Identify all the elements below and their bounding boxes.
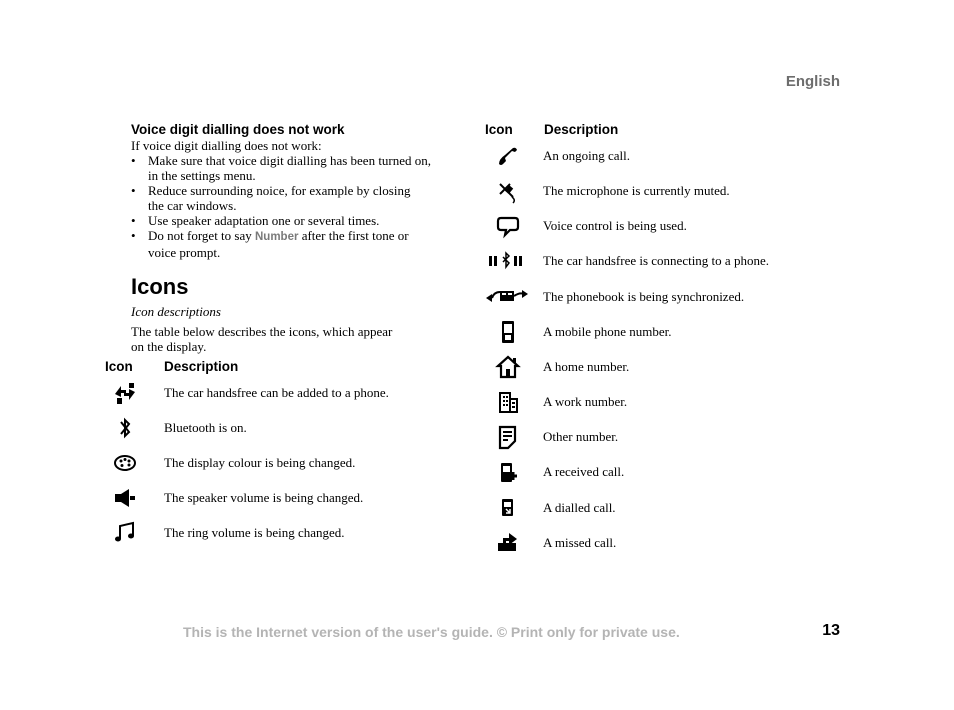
row-description: A mobile phone number.: [543, 324, 672, 339]
language-label: English: [785, 73, 840, 90]
work-number-icon: [495, 389, 525, 415]
row-description: The car handsfree is connecting to a phone.: [543, 253, 769, 268]
row-description: The microphone is currently muted.: [543, 183, 730, 198]
table-row: [488, 248, 838, 278]
table-row: [495, 494, 835, 524]
table-row: [495, 319, 835, 349]
row-description: A dialled call.: [543, 500, 616, 515]
troubleshooting-section: [131, 121, 461, 260]
handsfree-add-icon: [112, 380, 142, 406]
other-number-icon: [495, 424, 525, 450]
table-row: [112, 520, 512, 550]
table-row: [112, 380, 512, 410]
row-description: The car handsfree can be added to a phone.: [164, 385, 389, 400]
col-header-icon: Icon: [105, 359, 133, 374]
section-intro: If voice digit dialling does not work:: [131, 138, 322, 153]
table-row: [495, 424, 835, 454]
row-description: A missed call.: [543, 535, 617, 550]
table-row: [112, 450, 512, 480]
col-header-description: Description: [544, 122, 619, 137]
row-description: Other number.: [543, 429, 619, 444]
bullet-item: • Reduce surrounding noice, for example by closing the car windows.: [131, 183, 411, 213]
missed-call-icon: [495, 529, 525, 555]
row-description: The ring volume is being changed.: [164, 525, 345, 540]
table-row: [495, 178, 835, 208]
page-number: 13: [822, 622, 840, 639]
home-number-icon: [495, 354, 525, 380]
table-row: [495, 459, 835, 489]
row-description: The display colour is being changed.: [164, 455, 356, 470]
row-description: A work number.: [543, 394, 628, 409]
palette-icon: [112, 450, 142, 476]
row-description: The phonebook is being synchronized.: [543, 289, 745, 304]
bullet-item: • Do not forget to say Number after the first tone or voice prompt.: [131, 228, 409, 260]
keyword-number: Number: [255, 231, 299, 243]
mic-muted-icon: [495, 178, 525, 204]
bullet-item: • Use speaker adaptation one or several times.: [131, 213, 380, 228]
table-row: [112, 485, 512, 515]
section-heading: Voice digit dialling does not work: [131, 122, 345, 137]
row-description: Voice control is being used.: [543, 218, 687, 233]
phone-handset-icon: [495, 143, 525, 169]
bt-connecting-icon: [488, 248, 528, 274]
col-header-icon: Icon: [485, 122, 513, 137]
col-header-description: Description: [164, 359, 239, 374]
phonebook-sync-icon: [484, 284, 530, 310]
row-description: An ongoing call.: [543, 148, 631, 163]
bullet-list: [131, 153, 461, 260]
dialled-call-icon: [495, 494, 525, 520]
speech-bubble-icon: [495, 213, 525, 239]
row-description: The speaker volume is being changed.: [164, 490, 364, 505]
table-row: [495, 213, 835, 243]
mobile-number-icon: [495, 319, 525, 345]
music-note-icon: [112, 520, 142, 546]
page-title: Icons: [131, 274, 189, 299]
footer-notice: This is the Internet version of the user's guide. © Print only for private use.: [183, 624, 680, 640]
row-description: Bluetooth is on.: [164, 420, 247, 435]
table-row: [112, 415, 512, 445]
received-call-icon: [495, 459, 525, 485]
row-description: A home number.: [543, 359, 630, 374]
bullet-item: • Make sure that voice digit dialling has been turned on, in the settings menu.: [131, 153, 432, 183]
bluetooth-icon: [112, 415, 142, 441]
subtitle: Icon descriptions: [131, 304, 221, 319]
table-row: [495, 389, 835, 419]
table-row: [495, 143, 835, 173]
table-row: [484, 284, 844, 314]
table-row: [495, 529, 835, 559]
speaker-icon: [112, 485, 142, 511]
icons-intro: The table below describes the icons, which appear on the display.: [131, 324, 393, 354]
row-description: A received call.: [543, 464, 625, 479]
table-row: [495, 354, 835, 384]
